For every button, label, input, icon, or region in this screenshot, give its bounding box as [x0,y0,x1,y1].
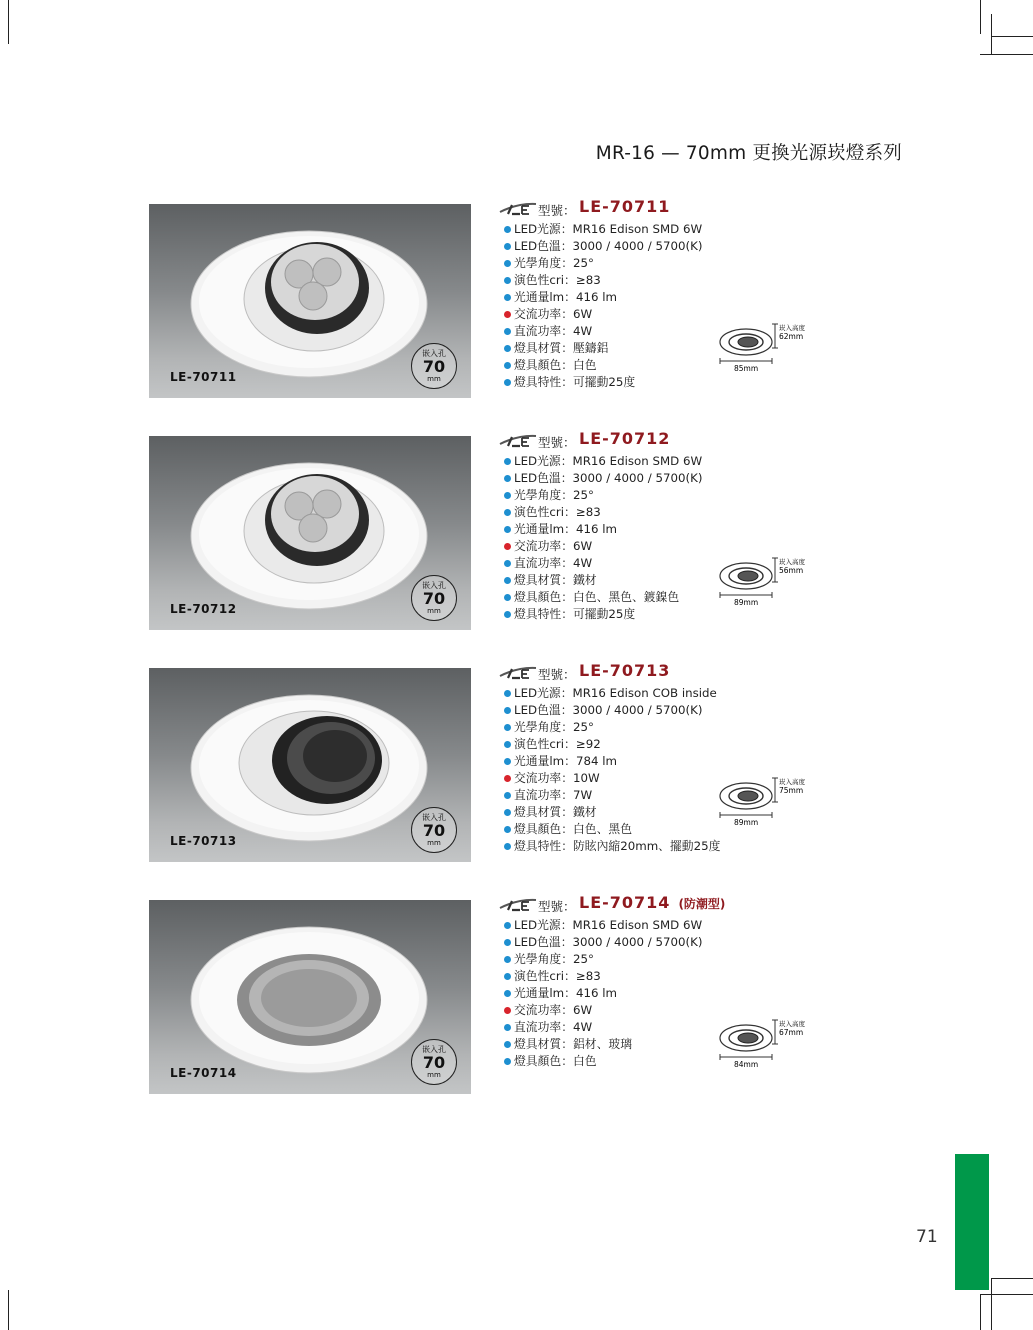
spec-value: 6W [573,307,593,321]
crop-mark-bottom-right-v1 [980,1295,981,1330]
spec-value: 25° [573,256,594,270]
spec-label: 演色性cri： [514,273,576,287]
blue-bullet-icon [504,560,511,567]
spec-label: 光通量lm： [514,290,576,304]
spec-value: 6W [573,539,593,553]
dimension-height: 62mm [779,332,804,341]
brand-logo-icon [498,665,538,681]
blue-bullet-icon [504,277,511,284]
spec-label: LED色溫： [514,239,573,253]
photo-model-label: LE-70713 [170,834,237,848]
blue-bullet-icon [504,475,511,482]
blue-bullet-icon [504,973,511,980]
crop-mark-bottom-right-h [991,1278,1033,1279]
spec-value: 4W [573,556,593,570]
dimension-figure [718,318,828,378]
spec-label: 燈具顏色： [514,358,573,372]
red-bullet-icon [504,311,511,318]
blue-bullet-icon [504,1041,511,1048]
blue-bullet-icon [504,577,511,584]
red-bullet-icon [504,543,511,550]
cutout-size: 70 [422,821,446,840]
spec-value: 可擺動25度 [573,375,636,389]
spec-row [498,254,828,271]
blue-bullet-icon [504,843,511,850]
blue-bullet-icon [504,792,511,799]
spec-label: LED色溫： [514,935,573,949]
blue-bullet-icon [504,741,511,748]
product-card [149,893,899,1100]
model-key: 型號： [538,435,576,450]
section-tab [955,1154,989,1290]
brand-logo-icon [498,201,538,217]
spec-label: 光通量lm： [514,986,576,1000]
spec-value: 防眩內縮20mm、擺動25度 [573,839,721,853]
blue-bullet-icon [504,724,511,731]
spec-label: 直流功率： [514,324,573,338]
photo-model-label: LE-70714 [170,1066,237,1080]
dimension-height-label: 崁入高度 [779,778,805,786]
spec-row [498,520,828,537]
dimension-drawing [718,552,828,608]
spec-row [498,718,828,735]
spec-row [498,684,828,701]
blue-bullet-icon [504,328,511,335]
spec-value: 7W [573,788,593,802]
brand-logo-icon [498,897,538,913]
dimension-height: 75mm [779,786,804,795]
cutout-size: 70 [422,589,446,608]
spec-row [498,701,828,718]
spec-label: 燈具特性： [514,607,573,621]
cutout-unit: mm [427,607,441,615]
blue-bullet-icon [504,956,511,963]
blue-bullet-icon [504,611,511,618]
spec-row [498,916,828,933]
spec-label: 燈具特性： [514,375,573,389]
spec-label: 燈具材質： [514,805,573,819]
spec-row [498,752,828,769]
spec-value: 鐵材 [573,805,597,819]
spec-label: 燈具特性： [514,839,573,853]
spec-label: 直流功率： [514,556,573,570]
spec-label: 交流功率： [514,1003,573,1017]
model-number-text: LE-70712 [579,429,671,448]
spec-label: LED色溫： [514,471,573,485]
spec-row [498,933,828,950]
crop-mark-top-right-v2 [991,14,992,54]
dimension-drawing [718,772,828,828]
spec-row [498,237,828,254]
blue-bullet-icon [504,226,511,233]
spec-label: 燈具材質： [514,573,573,587]
spec-label: LED光源： [514,686,573,700]
spec-value: 25° [573,720,594,734]
spec-row [498,271,828,288]
blue-bullet-icon [504,707,511,714]
dimension-figure [718,772,828,832]
dimension-height-label: 崁入高度 [779,1020,805,1028]
spec-label: 光通量lm： [514,522,576,536]
spec-value: 4W [573,324,593,338]
cutout-label: 嵌入孔 [422,1045,446,1054]
spec-label: 光通量lm： [514,754,576,768]
spec-label: 直流功率： [514,1020,573,1034]
model-number-text: LE-70713 [579,661,671,680]
cutout-label: 嵌入孔 [422,349,446,358]
spec-label: 演色性cri： [514,505,576,519]
blue-bullet-icon [504,379,511,386]
product-card [149,197,899,404]
cutout-label: 嵌入孔 [422,813,446,822]
spec-value: 3000 / 4000 / 5700(K) [572,703,703,717]
spec-value: MR16 Edison SMD 6W [572,918,703,932]
model-number-text: LE-70711 [579,197,671,216]
dimension-drawing [718,1014,828,1070]
blue-bullet-icon [504,990,511,997]
spec-row [498,288,828,305]
spec-label: 燈具材質： [514,1037,573,1051]
cutout-size-badge [411,343,457,389]
spec-value: MR16 Edison COB inside [572,686,717,700]
product-photo [149,436,471,630]
cutout-size-badge [411,575,457,621]
spec-label: 直流功率： [514,788,573,802]
spec-label: 光學角度： [514,256,573,270]
spec-label: 演色性cri： [514,969,576,983]
blue-bullet-icon [504,922,511,929]
blue-bullet-icon [504,294,511,301]
spec-label: 燈具材質： [514,341,573,355]
blue-bullet-icon [504,260,511,267]
spec-row [498,735,828,752]
red-bullet-icon [504,775,511,782]
model-number-text: LE-70714 [579,893,671,912]
spec-label: 交流功率： [514,771,573,785]
spec-row [498,469,828,486]
cutout-size-badge [411,807,457,853]
dimension-width: 89mm [734,818,759,827]
spec-label: 光學角度： [514,488,573,502]
spec-value: 鐵材 [573,573,597,587]
spec-value: ≥83 [575,273,601,287]
spec-value: 6W [573,1003,593,1017]
spec-value: MR16 Edison SMD 6W [572,454,703,468]
cutout-unit: mm [427,1071,441,1079]
spec-value: 10W [573,771,600,785]
model-number [579,893,725,912]
dimension-figure [718,1014,828,1074]
model-line [498,430,828,452]
spec-label: 交流功率： [514,539,573,553]
spec-value: ≥83 [575,969,601,983]
spec-row [498,220,828,237]
crop-mark-top-right-h [991,36,1033,37]
spec-label: 光學角度： [514,952,573,966]
model-key: 型號： [538,899,576,914]
spec-row [498,486,828,503]
spec-label: 燈具顏色： [514,822,573,836]
product-photo [149,900,471,1094]
spec-label: 演色性cri： [514,737,576,751]
crop-mark-top-right-v1 [980,0,981,34]
spec-row [498,967,828,984]
cutout-label: 嵌入孔 [422,581,446,590]
dimension-height: 56mm [779,566,804,575]
dimension-drawing [718,318,828,374]
spec-value: 白色、黑色、鍍鎳色 [573,590,680,604]
spec-value: 416 lm [575,522,618,536]
spec-label: LED光源： [514,454,573,468]
spec-row [498,452,828,469]
model-line [498,894,828,916]
spec-label: 交流功率： [514,307,573,321]
blue-bullet-icon [504,809,511,816]
model-key: 型號： [538,203,576,218]
blue-bullet-icon [504,939,511,946]
blue-bullet-icon [504,1024,511,1031]
dimension-width: 84mm [734,1060,759,1069]
dimension-height: 67mm [779,1028,804,1037]
crop-mark-top-right-h2 [980,54,1033,55]
spec-value: 白色、黑色 [573,822,632,836]
spec-value: 4W [573,1020,593,1034]
blue-bullet-icon [504,758,511,765]
product-photo [149,204,471,398]
blue-bullet-icon [504,526,511,533]
photo-model-label: LE-70712 [170,602,237,616]
crop-mark-bottom-right-h2 [980,1294,1033,1295]
model-note: (防潮型) [678,897,726,911]
blue-bullet-icon [504,345,511,352]
spec-row [498,503,828,520]
model-line [498,662,828,684]
product-photo [149,668,471,862]
spec-value: ≥92 [575,737,601,751]
spec-value: 784 lm [575,754,618,768]
product-card [149,429,899,636]
spec-label: LED光源： [514,918,573,932]
photo-model-label: LE-70711 [170,370,237,384]
dimension-figure [718,552,828,612]
blue-bullet-icon [504,1058,511,1065]
spec-row [498,837,828,854]
spec-value: 壓鑄鋁 [573,341,609,355]
product-card [149,661,899,868]
crop-mark-top-left [8,0,9,44]
spec-value: MR16 Edison SMD 6W [572,222,703,236]
cutout-size-badge [411,1039,457,1085]
blue-bullet-icon [504,826,511,833]
spec-label: LED光源： [514,222,573,236]
cutout-size: 70 [422,357,446,376]
spec-label: 光學角度： [514,720,573,734]
dimension-width: 89mm [734,598,759,607]
page-number: 71 [916,1227,938,1247]
cutout-size: 70 [422,1053,446,1072]
spec-value: ≥83 [575,505,601,519]
spec-label: 燈具顏色： [514,590,573,604]
spec-value: 白色 [573,358,597,372]
page-title: MR-16 — 70mm 更換光源崁燈系列 [595,143,902,164]
spec-value: 3000 / 4000 / 5700(K) [572,935,703,949]
dimension-width: 85mm [734,364,759,373]
model-number [579,661,670,680]
blue-bullet-icon [504,509,511,516]
blue-bullet-icon [504,594,511,601]
spec-row [498,984,828,1001]
spec-value: 416 lm [575,290,618,304]
model-number [579,197,670,216]
spec-label: LED色溫： [514,703,573,717]
blue-bullet-icon [504,243,511,250]
spec-value: 416 lm [575,986,618,1000]
spec-value: 25° [573,488,594,502]
cutout-unit: mm [427,839,441,847]
blue-bullet-icon [504,690,511,697]
spec-label: 燈具顏色： [514,1054,573,1068]
crop-mark-bottom-left [8,1290,9,1330]
dimension-height-label: 崁入高度 [779,324,805,332]
model-key: 型號： [538,667,576,682]
cutout-unit: mm [427,375,441,383]
red-bullet-icon [504,1007,511,1014]
model-line [498,198,828,220]
crop-mark-bottom-right-v2 [991,1278,992,1330]
brand-logo-icon [498,433,538,449]
dimension-height-label: 崁入高度 [779,558,805,566]
spec-value: 25° [573,952,594,966]
spec-row [498,950,828,967]
spec-value: 白色 [573,1054,597,1068]
spec-value: 鋁材、玻璃 [573,1037,632,1051]
spec-value: 3000 / 4000 / 5700(K) [572,471,703,485]
blue-bullet-icon [504,362,511,369]
spec-value: 可擺動25度 [573,607,636,621]
blue-bullet-icon [504,458,511,465]
blue-bullet-icon [504,492,511,499]
spec-value: 3000 / 4000 / 5700(K) [572,239,703,253]
model-number [579,429,670,448]
